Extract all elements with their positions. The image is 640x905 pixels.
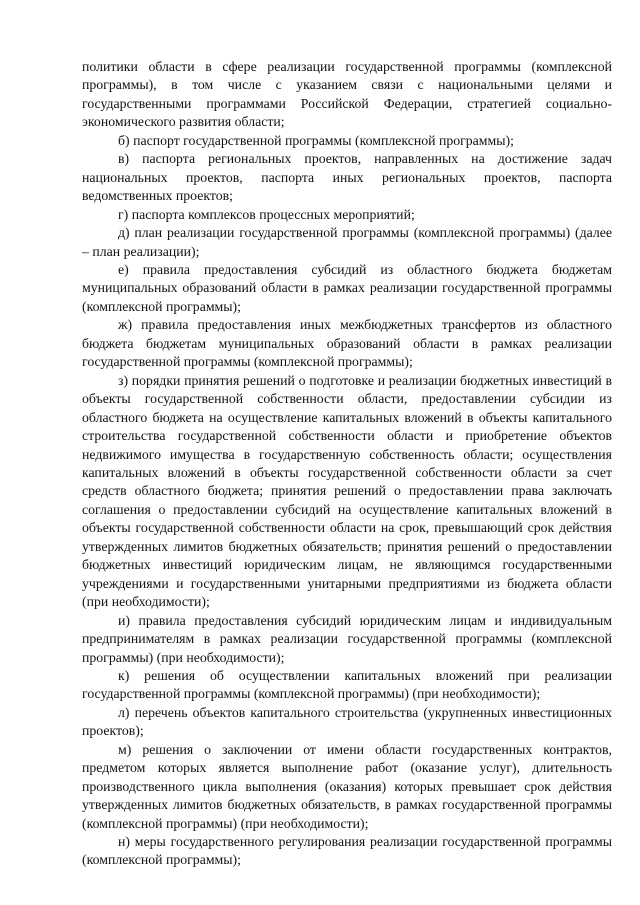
paragraph-k: к) решения об осуществлении капитальных вложений при реализации государственной программы (комплексной программы) (при необходимости); [82, 667, 612, 702]
document-page [82, 58, 612, 870]
paragraph-zh: ж) правила предоставления иных межбюджетных трансфертов из областного бюджета бюджетам муниципальных образований области в рамках реализации государственной программы (комплексной программы); [82, 317, 612, 370]
paragraph-z: з) порядки принятия решений о подготовке и реализации бюджетных инвестиций в объекты государственной собственности области, предоставлении субсидии из областного бюджета на осуществление капитальных вложений в объекты капитального строительства государственной собственности области и приобретение объектов недвижимого имущества в государственную собственность области; осуществления капитальных вложений в объекты государственной собственности области за счет средств областного бюджета; принятия решений о предоставлении права заключать соглашения о предоставлении субсидий на осуществление капитальных вложений в объекты государственной собственности области на срок, превышающий срок действия утвержденных лимитов бюджетных обязательств; принятия решений о предоставлении бюджетных инвестиций юридическим лицам, не являющимся государственными учреждениями и государственными унитарными предприятиями из бюджета области (при необходимости); [82, 372, 612, 610]
paragraph-n: н) меры государственного регулирования реализации государственной программы (комплексной программы); [82, 834, 612, 868]
paragraph-m: м) решения о заключении от имени области государственных контрактов, предметом которых является выполнение работ (оказание услуг), длительность производственного цикла выполнения (оказания) которых превышает срок действия утвержденных лимитов бюджетных обязательств, в рамках государственной программы (комплексной программы) (при необходимости); [82, 741, 612, 831]
paragraph-continuation: политики области в сфере реализации государственной программы (комплексной программы), в том числе с указанием связи с национальными целями и государственными программами Российской Федерации, стратегией социально-экономического развития области; [82, 59, 612, 130]
paragraph-b: б) паспорт государственной программы (комплексной программы); [118, 132, 514, 148]
paragraph-v: в) паспорта региональных проектов, направленных на достижение задач национальных проектов, паспорта иных региональных проектов, паспорта ведомственных проектов; [82, 151, 612, 204]
paragraph-l: л) перечень объектов капитального строительства (укрупненных инвестиционных проектов); [82, 704, 612, 739]
paragraph-g: г) паспорта комплексов процессных мероприятий; [118, 206, 415, 222]
paragraph-i: и) правила предоставления субсидий юридическим лицам и индивидуальным предпринимателям в рамках реализации государственной программы (комплексной программы) (при необходимости); [82, 612, 612, 665]
paragraph-d: д) план реализации государственной программы (комплексной программы) (далее – план реализации); [82, 225, 612, 259]
paragraph-e: е) правила предоставления субсидий из областного бюджета бюджетам муниципальных образований области в рамках реализации государственной программы (комплексной программы); [82, 261, 612, 314]
